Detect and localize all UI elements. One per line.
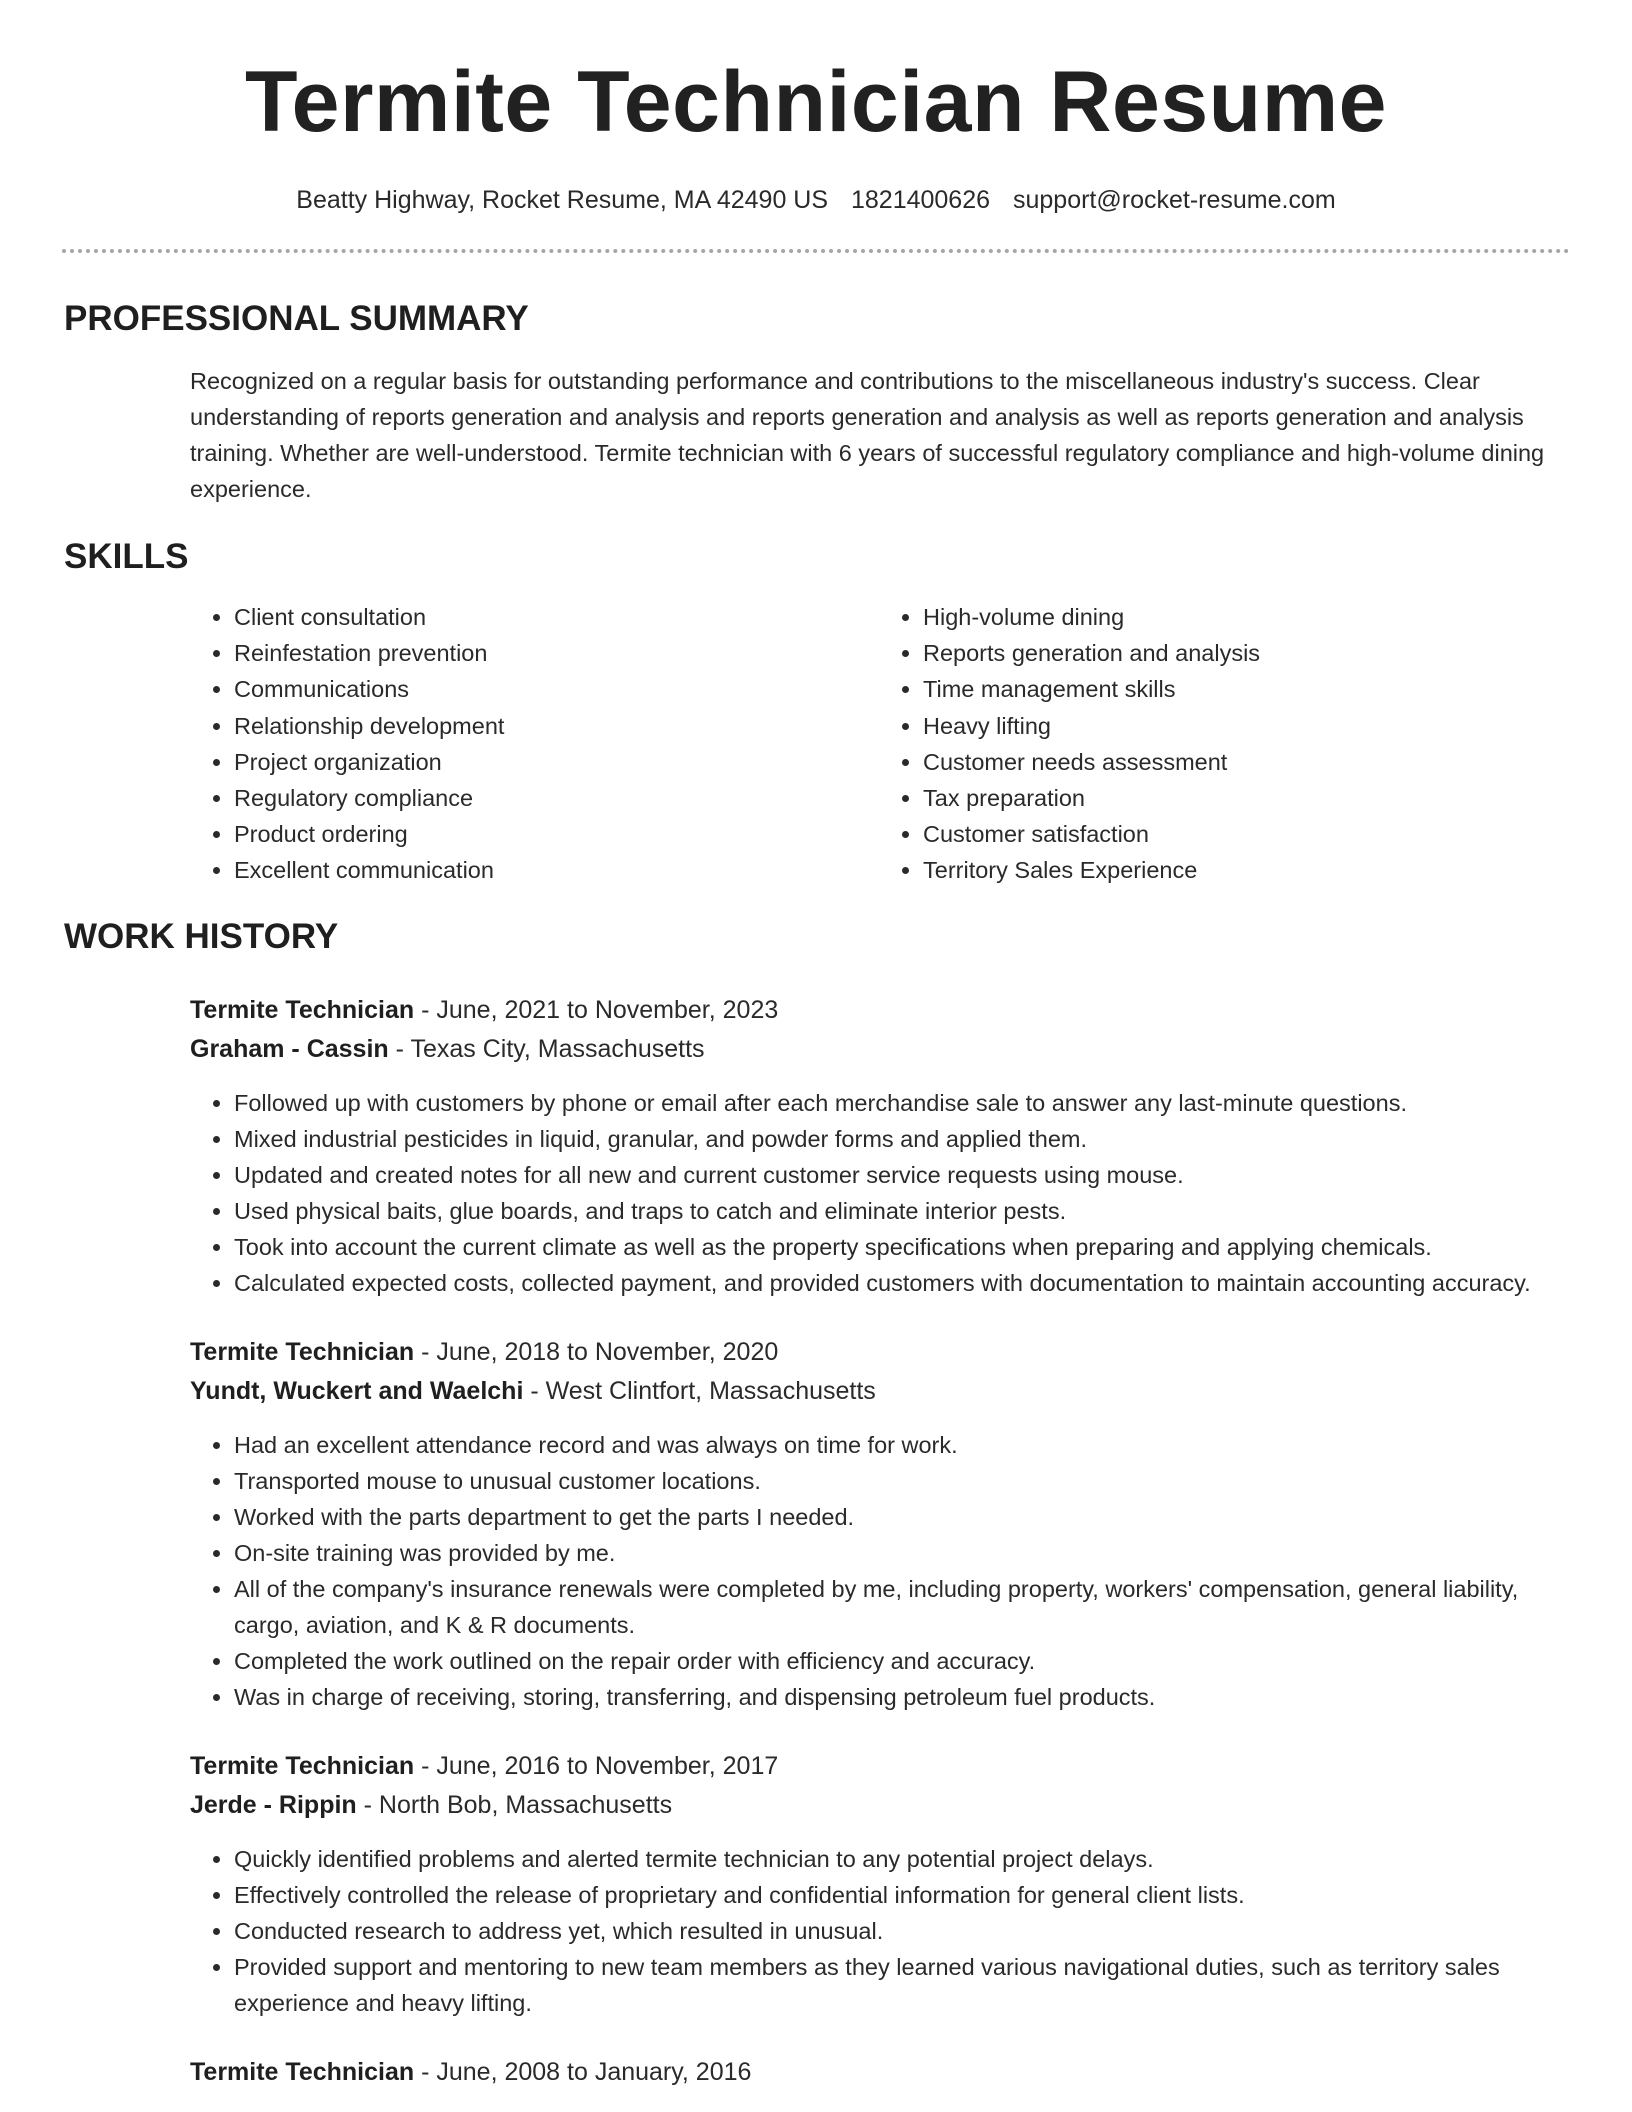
job-title: Termite Technician bbox=[190, 1337, 415, 1366]
job-bullet: • On-site training was provided by me. bbox=[234, 1535, 1568, 1571]
job-title-line bbox=[190, 1333, 1568, 1372]
job-dates: - June, 2008 to January, 2016 bbox=[414, 2057, 752, 2086]
contact-email: support@rocket-resume.com bbox=[1012, 186, 1336, 214]
job-bullet: • Calculated expected costs, collected payment, and provided customers with documentation to maintain accounting accuracy. bbox=[234, 1265, 1568, 1301]
job-bullet: • Had an excellent attendance record and was always on time for work. bbox=[234, 1427, 1568, 1463]
skill-item: • Excellent communication bbox=[234, 852, 879, 888]
skill-item: • Relationship development bbox=[234, 708, 879, 744]
summary-text: Recognized on a regular basis for outstanding performance and contributions to the miscellaneous industry's success. Clear understanding of reports generation and analysis and reports generation and analysis as well as reports generation and analysis training. Whether are well-understood. Termite technician with 6 years of successful regulatory compliance and high-volume dining experience. bbox=[190, 368, 1545, 502]
job-entry bbox=[190, 991, 1568, 1301]
header-divider bbox=[62, 249, 1570, 253]
skill-item: • Heavy lifting bbox=[923, 708, 1568, 744]
skill-item: • Client consultation bbox=[234, 599, 879, 635]
resume-title: Termite Technician Resume bbox=[244, 54, 1387, 150]
job-bullet: • Conducted research to address yet, which resulted in unusual. bbox=[234, 1913, 1568, 1949]
skill-item: • Communications bbox=[234, 671, 879, 707]
job-title-line bbox=[190, 991, 1568, 1030]
skill-item: • Project organization bbox=[234, 744, 879, 780]
job-title: Termite Technician bbox=[190, 1751, 415, 1780]
job-location: - West Clintfort, Massachusetts bbox=[523, 1376, 876, 1405]
skill-item: • Product ordering bbox=[234, 816, 879, 852]
skill-item: • Customer needs assessment bbox=[923, 744, 1568, 780]
skills-column-left bbox=[190, 599, 879, 889]
contact-line bbox=[0, 186, 1632, 215]
job-bullet: • Quickly identified problems and alerted termite technician to any potential project delays. bbox=[234, 1841, 1568, 1877]
contact-address: Beatty Highway, Rocket Resume, MA 42490 US bbox=[296, 186, 829, 214]
skill-item: • Tax preparation bbox=[923, 780, 1568, 816]
job-bullet: • All of the company's insurance renewals were completed by me, including property, workers' compensation, general liability, cargo, aviation, and K & R documents. bbox=[234, 1571, 1568, 1643]
job-company-line bbox=[190, 1372, 1568, 1411]
job-bullet: • Completed the work outlined on the repair order with efficiency and accuracy. bbox=[234, 1643, 1568, 1679]
section-title-work-history: WORK HISTORY bbox=[64, 916, 339, 956]
skill-item: • Territory Sales Experience bbox=[923, 852, 1568, 888]
job-bullet: • Followed up with customers by phone or email after each merchandise sale to answer any last-minute questions. bbox=[234, 1085, 1568, 1121]
skill-item: • Customer satisfaction bbox=[923, 816, 1568, 852]
job-company: Graham - Cassin bbox=[190, 1034, 389, 1063]
job-entry bbox=[190, 1333, 1568, 1715]
job-bullets bbox=[190, 1841, 1568, 2021]
job-bullet: • Mixed industrial pesticides in liquid, granular, and powder forms and applied them. bbox=[234, 1121, 1568, 1157]
job-bullets bbox=[190, 1427, 1568, 1715]
job-title-line bbox=[190, 2053, 1568, 2092]
skill-item: • Time management skills bbox=[923, 671, 1568, 707]
job-entry bbox=[190, 2053, 1568, 2092]
skill-item: • Reports generation and analysis bbox=[923, 635, 1568, 671]
job-location: - North Bob, Massachusetts bbox=[356, 1790, 673, 1819]
job-dates: - June, 2021 to November, 2023 bbox=[414, 995, 779, 1024]
job-bullet: • Updated and created notes for all new and current customer service requests using mouse. bbox=[234, 1157, 1568, 1193]
job-bullet: • Provided support and mentoring to new team members as they learned various navigational duties, such as territory sales experience and heavy lifting. bbox=[234, 1949, 1568, 2021]
job-company-line bbox=[190, 1030, 1568, 1069]
job-dates: - June, 2018 to November, 2020 bbox=[414, 1337, 779, 1366]
job-location: - Texas City, Massachusetts bbox=[388, 1034, 705, 1063]
section-title-skills: SKILLS bbox=[64, 537, 189, 576]
job-dates: - June, 2016 to November, 2017 bbox=[414, 1751, 779, 1780]
skill-item: • Reinfestation prevention bbox=[234, 635, 879, 671]
job-bullet: • Was in charge of receiving, storing, transferring, and dispensing petroleum fuel products. bbox=[234, 1679, 1568, 1715]
job-bullet: • Worked with the parts department to get the parts I needed. bbox=[234, 1499, 1568, 1535]
job-title-line bbox=[190, 1747, 1568, 1786]
job-company-line bbox=[190, 1786, 1568, 1825]
resume-header bbox=[0, 0, 1632, 215]
job-entry bbox=[190, 1747, 1568, 2021]
skills-column-right bbox=[879, 599, 1568, 889]
job-bullets bbox=[190, 1085, 1568, 1301]
job-title: Termite Technician bbox=[190, 995, 415, 1024]
skills-list bbox=[190, 599, 1568, 889]
skill-item: • Regulatory compliance bbox=[234, 780, 879, 816]
job-title: Termite Technician bbox=[190, 2057, 415, 2086]
skill-item: • High-volume dining bbox=[923, 599, 1568, 635]
contact-phone: 1821400626 bbox=[850, 186, 991, 214]
job-company: Yundt, Wuckert and Waelchi bbox=[190, 1376, 524, 1405]
job-company: Jerde - Rippin bbox=[190, 1790, 357, 1819]
job-bullet: • Effectively controlled the release of proprietary and confidential information for general client lists. bbox=[234, 1877, 1568, 1913]
job-bullet: • Used physical baits, glue boards, and traps to catch and eliminate interior pests. bbox=[234, 1193, 1568, 1229]
job-bullet: • Took into account the current climate as well as the property specifications when preparing and applying chemicals. bbox=[234, 1229, 1568, 1265]
section-title-summary: PROFESSIONAL SUMMARY bbox=[64, 299, 529, 338]
job-bullet: • Transported mouse to unusual customer locations. bbox=[234, 1463, 1568, 1499]
